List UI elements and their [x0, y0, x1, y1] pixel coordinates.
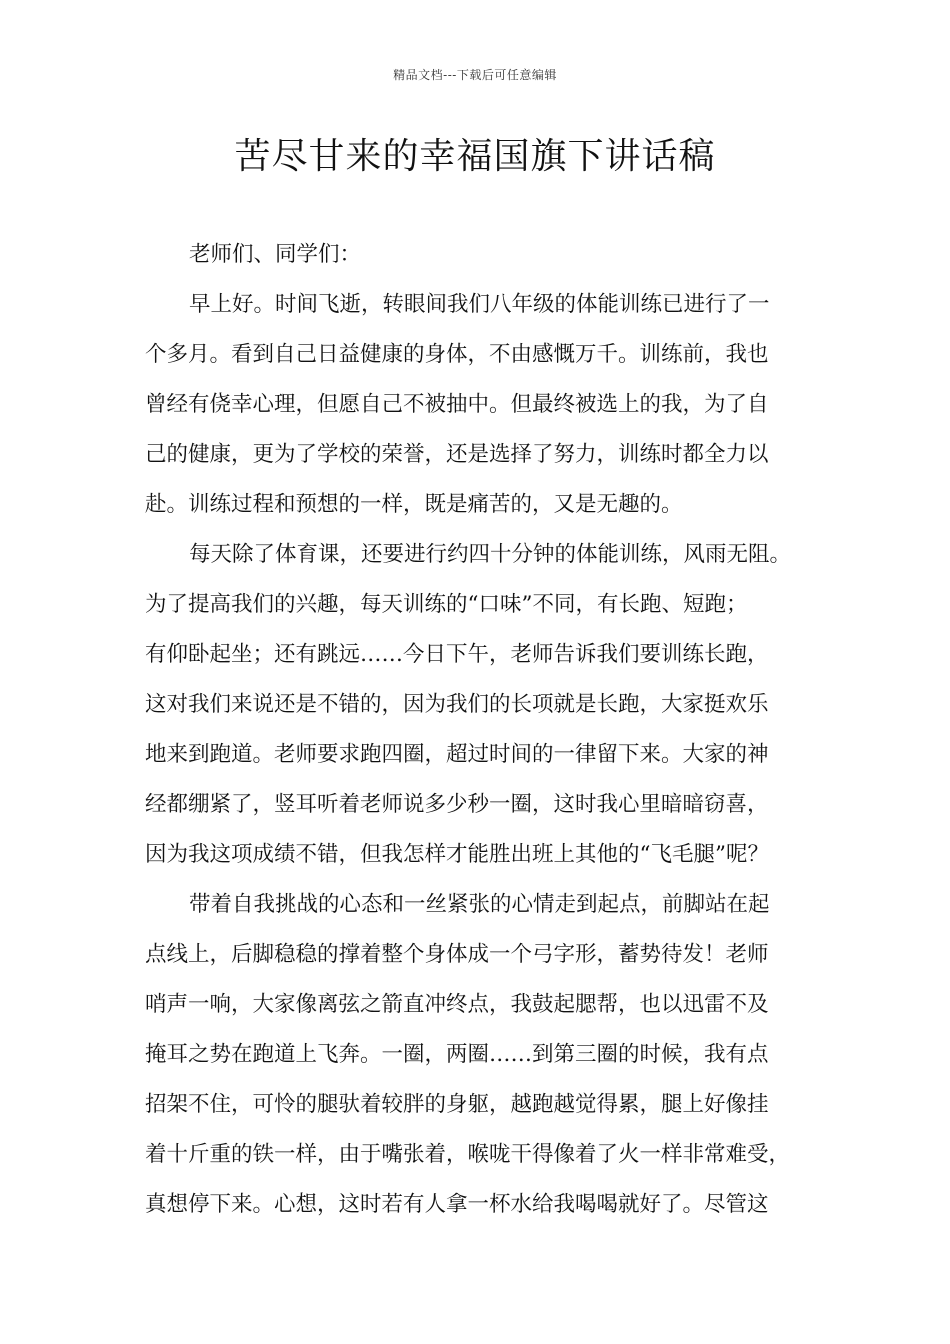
- body-line: 这对我们来说还是不错的，因为我们的长项就是长跑，大家挺欢乐: [145, 692, 769, 717]
- document-title: 苦尽甘来的幸福国旗下讲话稿: [234, 136, 716, 177]
- header-note: 精品文档---下载后可任意编辑: [393, 68, 557, 82]
- body-line: 有仰卧起坐；还有跳远……今日下午，老师告诉我们要训练长跑，: [145, 642, 769, 667]
- body-line: 早上好。时间飞逝，转眼间我们八年级的体能训练已进行了一: [189, 292, 770, 317]
- body-line: 老师们、同学们：: [189, 242, 362, 267]
- body-line: 地来到跑道。老师要求跑四圈，超过时间的一律留下来。大家的神: [145, 742, 769, 767]
- body-line: 赴。训练过程和预想的一样，既是痛苦的，又是无趣的。: [145, 492, 683, 517]
- body-line: 招架不住，可怜的腿驮着较胖的身躯，越跑越觉得累，腿上好像挂: [145, 1092, 769, 1117]
- body-line: 因为我这项成绩不错，但我怎样才能胜出班上其他的“飞毛腿”呢？: [145, 842, 769, 867]
- body-line: 带着自我挑战的心态和一丝紧张的心情走到起点，前脚站在起: [189, 892, 770, 917]
- body-line: 己的健康，更为了学校的荣誉，还是选择了努力，训练时都全力以: [145, 442, 769, 467]
- body-line: 为了提高我们的兴趣，每天训练的“口味”不同，有长跑、短跑；: [145, 592, 748, 617]
- body-line: 真想停下来。心想，这时若有人拿一杯水给我喝喝就好了。尽管这: [145, 1192, 769, 1217]
- body-line: 个多月。看到自己日益健康的身体，不由感慨万千。训练前，我也: [145, 342, 769, 367]
- body-line: 掩耳之势在跑道上飞奔。一圈，两圈……到第三圈的时候，我有点: [145, 1042, 769, 1067]
- body-line: 点线上，后脚稳稳的撑着整个身体成一个弓字形，蓄势待发！老师: [145, 942, 769, 967]
- document-body: [145, 230, 815, 1230]
- body-line: 哨声一响，大家像离弦之箭直冲终点，我鼓起腮帮，也以迅雷不及: [145, 992, 769, 1017]
- body-line: 每天除了体育课，还要进行约四十分钟的体能训练，风雨无阻。: [189, 542, 792, 567]
- body-line: 曾经有侥幸心理，但愿自己不被抽中。但最终被选上的我，为了自: [145, 392, 769, 417]
- body-line: 经都绷紧了，竖耳听着老师说多少秒一圈，这时我心里暗暗窃喜，: [145, 792, 769, 817]
- body-line: 着十斤重的铁一样，由于嘴张着，喉咙干得像着了火一样非常难受，: [145, 1142, 791, 1167]
